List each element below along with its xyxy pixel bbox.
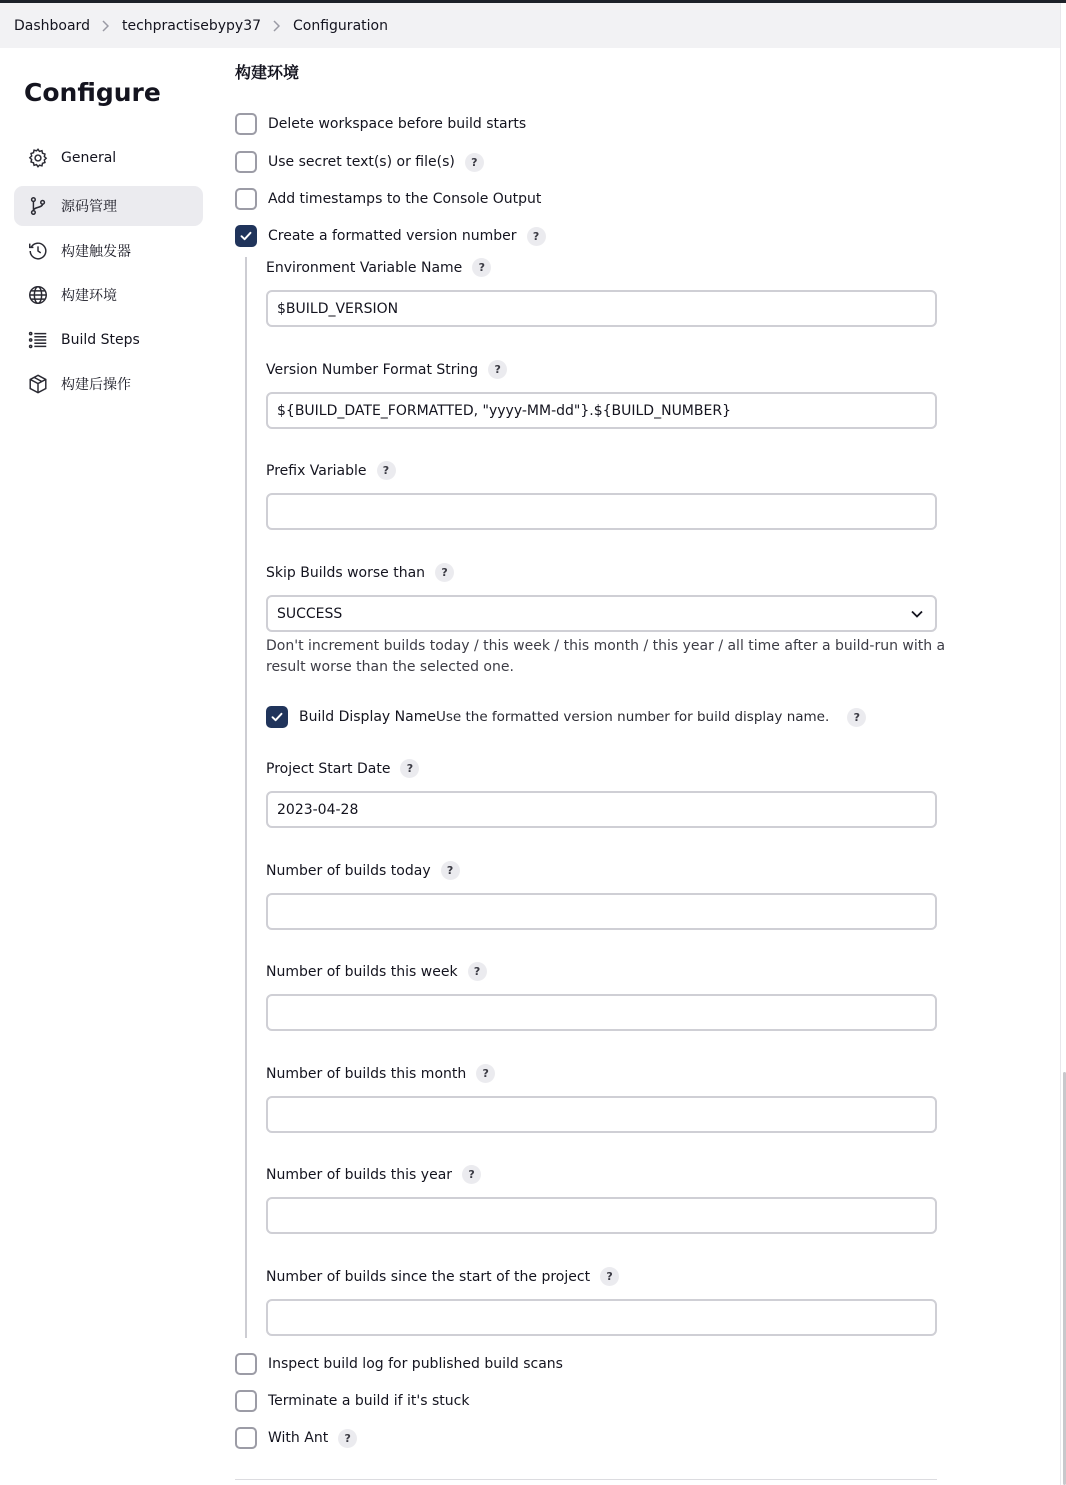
sidebar-item-label: 构建后操作 [61,377,131,393]
clock-icon [27,240,49,262]
label-text: Number of builds this week [266,963,458,980]
chevron-down-icon [911,606,923,622]
formatted-version-checkbox[interactable] [235,225,257,247]
option-delete-workspace [235,113,526,135]
sidebar-item-general[interactable] [14,138,203,178]
help-icon[interactable]: ? [400,759,419,778]
source-branch-icon [27,195,49,217]
help-icon[interactable]: ? [435,563,454,582]
option-label: With Ant [268,1430,329,1446]
option-label: Inspect build log for published build scans [268,1356,563,1372]
breadcrumb [0,3,1060,48]
breadcrumb-project[interactable]: techpractisebypy37 [121,17,262,34]
list-icon [27,329,49,351]
sidebar-item-source-code[interactable] [14,186,203,226]
format-string-label [266,360,507,379]
help-icon[interactable]: ? [527,227,546,246]
label-text: Number of builds this year [266,1166,453,1183]
builds-today-label [266,861,460,880]
chevron-right-icon [101,20,109,32]
prefix-variable-label [266,461,396,480]
help-icon[interactable]: ? [465,153,484,172]
terminate-stuck-checkbox[interactable] [235,1390,257,1412]
secret-text-checkbox[interactable] [235,151,257,173]
builds-year-label [266,1165,481,1184]
page-title: Configure [24,78,161,107]
start-date-input[interactable]: 2023-04-28 [266,791,937,828]
section-title: 构建环境 [235,63,300,82]
label-text: Project Start Date [266,760,391,777]
select-value: SUCCESS [277,605,343,622]
sidebar-item-label: 源码管理 [61,199,117,215]
nested-group-line [245,257,247,1338]
label-text: Version Number Format String [266,361,479,378]
help-icon[interactable]: ? [847,708,866,727]
help-icon[interactable]: ? [488,360,507,379]
help-icon[interactable]: ? [377,461,396,480]
option-label: Add timestamps to the Console Output [268,191,542,207]
package-icon [27,373,49,395]
option-timestamps [235,188,541,210]
option-label: Use secret text(s) or file(s) [268,154,455,170]
option-build-display-name [266,706,866,728]
breadcrumb-configuration[interactable]: Configuration [293,17,388,34]
help-icon[interactable]: ? [472,258,491,277]
label-text: Skip Builds worse than [266,564,426,581]
builds-total-label [266,1267,619,1286]
chevron-right-icon [272,20,280,32]
option-terminate-stuck [235,1390,469,1412]
delete-workspace-checkbox[interactable] [235,113,257,135]
sidebar-item-label: 构建环境 [61,288,117,304]
timestamps-checkbox[interactable] [235,188,257,210]
inspect-build-log-checkbox[interactable] [235,1353,257,1375]
help-icon[interactable]: ? [338,1429,357,1448]
label-text: Number of builds this month [266,1065,467,1082]
section-divider [235,1479,937,1480]
env-var-name-input[interactable]: $BUILD_VERSION [266,290,937,327]
sidebar-item-build-environment[interactable] [14,275,203,315]
option-inspect-build-log [235,1353,563,1375]
gear-icon [27,147,49,169]
help-icon[interactable]: ? [476,1064,495,1083]
label-text: Number of builds today [266,862,431,879]
builds-today-input[interactable] [266,893,937,930]
builds-month-label [266,1064,495,1083]
builds-month-input[interactable] [266,1096,937,1133]
sidebar-item-label: 构建触发器 [61,244,131,260]
option-formatted-version [235,225,546,247]
builds-year-input[interactable] [266,1197,937,1234]
sidebar-item-post-build-actions[interactable] [14,364,203,404]
help-icon[interactable]: ? [462,1165,481,1184]
option-description: Use the formatted version number for build display name. [435,709,830,725]
option-label: Create a formatted version number [268,228,517,244]
help-icon[interactable]: ? [441,861,460,880]
sidebar-item-label: Build Steps [61,332,140,348]
skip-builds-select[interactable] [266,595,937,632]
option-label: Terminate a build if it's stuck [268,1393,470,1409]
checkmark-icon [239,229,253,243]
help-icon[interactable]: ? [600,1267,619,1286]
sidebar-item-build-steps[interactable] [14,320,203,360]
option-with-ant [235,1427,357,1449]
prefix-variable-input[interactable] [266,493,937,530]
globe-icon [27,284,49,306]
help-icon[interactable]: ? [468,962,487,981]
option-secret-text [235,151,484,173]
builds-week-label [266,962,487,981]
checkmark-icon [270,710,284,724]
builds-week-input[interactable] [266,994,937,1031]
builds-total-input[interactable] [266,1299,937,1336]
build-display-name-checkbox[interactable] [266,706,288,728]
sidebar-item-build-triggers[interactable] [14,231,203,271]
breadcrumb-dashboard[interactable]: Dashboard [14,17,90,34]
option-label: Build Display Name [299,709,436,725]
sidebar-item-label: General [61,150,117,166]
option-label: Delete workspace before build starts [268,116,527,132]
env-var-name-label [266,258,491,277]
label-text: Number of builds since the start of the project [266,1268,591,1285]
start-date-label [266,759,419,778]
skip-builds-label [266,563,454,582]
label-text: Prefix Variable [266,462,367,479]
with-ant-checkbox[interactable] [235,1427,257,1449]
format-string-input[interactable]: ${BUILD_DATE_FORMATTED, "yyyy-MM-dd"}.${BUILD_NUMBER} [266,392,937,429]
skip-builds-description: Don't increment builds today / this week / this month / this year / all time after a build-run with a result worse than the selected one. [266,638,946,675]
label-text: Environment Variable Name [266,259,463,276]
